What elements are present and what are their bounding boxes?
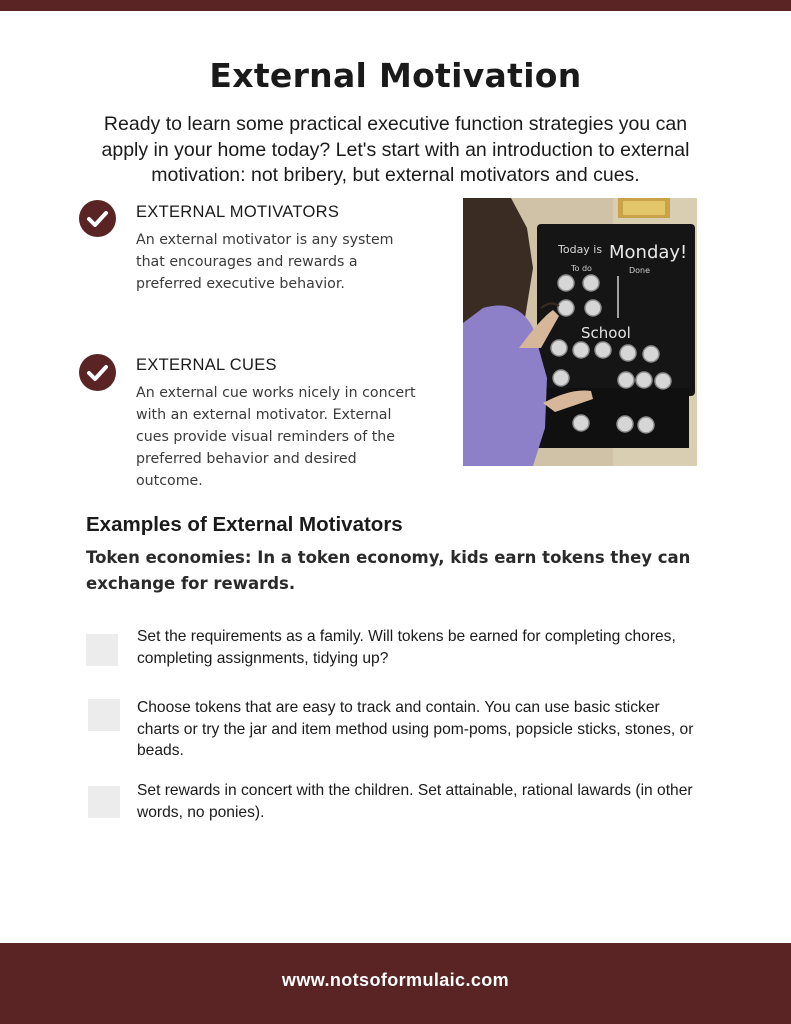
checklist-item: Set the requirements as a family. Will tokens be earned for completing chores, completing assignments, tidying up? (137, 628, 676, 667)
section-heading-external-cues: EXTERNAL CUES (136, 356, 277, 374)
board-text-to-do: To do (571, 264, 592, 273)
footer-url-link[interactable]: www.notsoformulaic.com (281, 970, 510, 990)
board-text-done: Done (629, 266, 651, 275)
top-accent-bar (0, 0, 791, 11)
token-economy-text: Token economies: In a token economy, kids earn tokens they can exchange for rewards. (86, 548, 691, 593)
checklist-item: Choose tokens that are easy to track and contain. You can use basic sticker charts or try the jar and item method using pom-poms, popsicle sticks, stones, or beads. (137, 699, 694, 759)
examples-heading: Examples of External Motivators (86, 513, 403, 536)
section-body-external-motivators: An external motivator is any system that encourages and rewards a preferred executive behavior. (136, 232, 394, 292)
board-text-day: Monday! (609, 242, 688, 263)
board-text-today-is: Today is (558, 243, 603, 256)
checklist-checkbox[interactable] (88, 786, 120, 818)
section-body-external-cues: An external cue works nicely in concert with an external motivator. External cues provide visual reminders of the preferred behavior and desired outcome. (136, 385, 416, 489)
checklist-checkbox[interactable] (88, 699, 120, 731)
chore-board-photo (463, 198, 697, 466)
page-title: External Motivation (209, 56, 582, 95)
checklist-item: Set rewards in concert with the children. Set attainable, rational lawards (in other words, no ponies). (137, 782, 693, 821)
checklist-checkbox[interactable] (86, 634, 118, 666)
checkmark-circle-icon (79, 200, 116, 237)
intro-paragraph: Ready to learn some practical executive function strategies you can apply in your home today? Let's start with an introduction to external motivation: not bribery, but external motivators and cues. (101, 113, 690, 186)
checkmark-circle-icon (79, 354, 116, 391)
section-heading-external-motivators: EXTERNAL MOTIVATORS (136, 203, 340, 221)
board-text-school: School (581, 324, 631, 342)
